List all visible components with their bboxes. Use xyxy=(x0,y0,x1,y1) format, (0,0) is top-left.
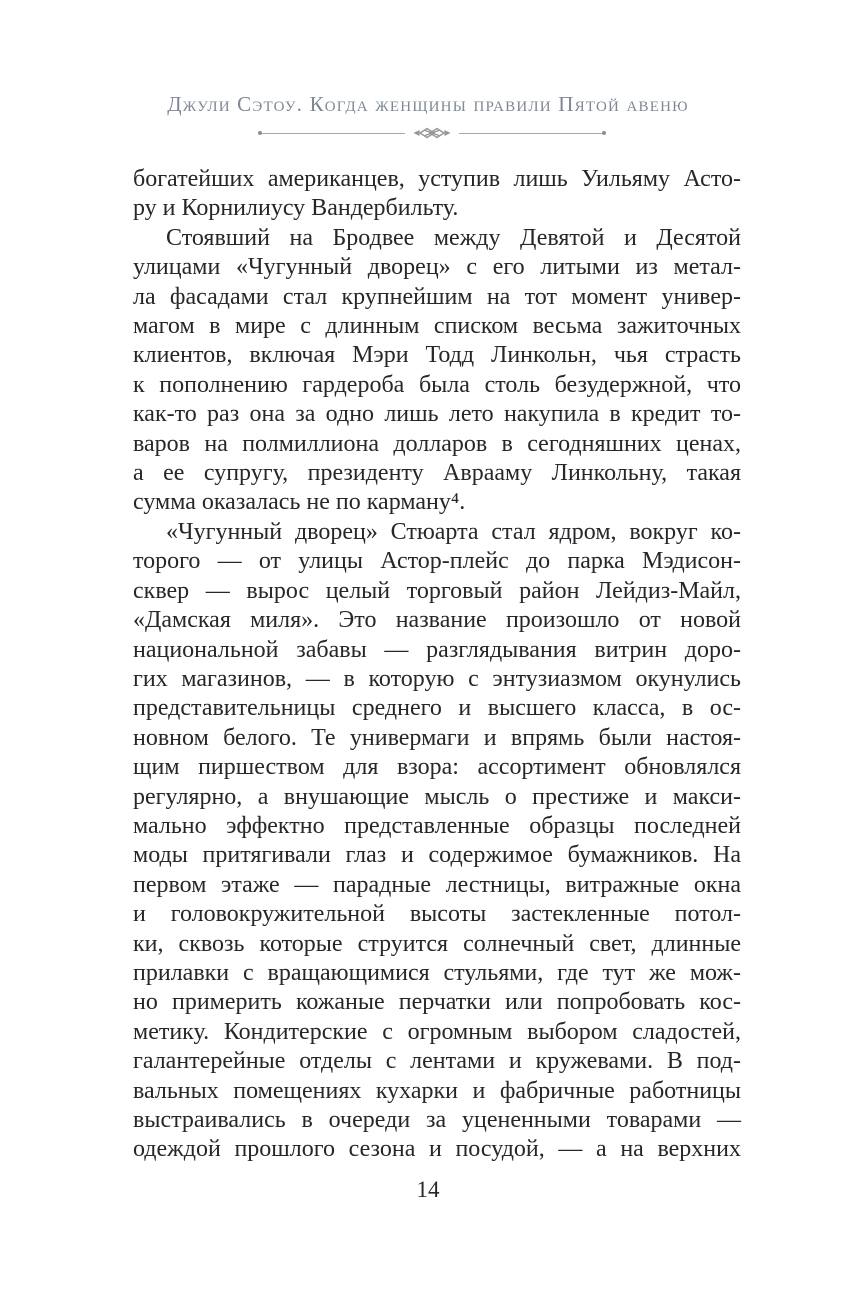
paragraph xyxy=(133,224,741,518)
divider-left-rule xyxy=(262,133,405,134)
text-line: варов на полмиллиона долларов в сегодняшних ценах, xyxy=(133,430,741,457)
text-line: торого — от улицы Астор-плейс до парка Мэдисон- xyxy=(133,548,741,575)
text-line: новном белого. Те универмаги и впрямь были настоя- xyxy=(133,724,741,751)
divider-right-rule xyxy=(459,133,602,134)
text-line: и головокружительной высоты застекленные потол- xyxy=(133,901,741,928)
text-line: регулярно, а внушающие мысль о престиже и макси- xyxy=(133,783,741,810)
text-line: но примерить кожаные перчатки или попробовать кос- xyxy=(133,989,741,1016)
text-line: первом этаже — парадные лестницы, витражные окна xyxy=(133,871,741,898)
text-line: мально эффектно представленные образцы последней xyxy=(133,812,741,839)
chain-knot-ornament-icon xyxy=(412,126,452,140)
page-number: 14 xyxy=(416,1177,440,1202)
text-line: представительницы среднего и высшего класса, в ос- xyxy=(133,695,741,722)
text-line: одеждой прошлого сезона и посудой, — а на верхних xyxy=(133,1136,741,1163)
text-line: а ее супругу, президенту Аврааму Линкольну, такая xyxy=(133,460,741,487)
text-line: к пополнению гардероба была столь безудержной, что xyxy=(133,371,741,398)
text-line: ки, сквозь которые струится солнечный свет, длинные xyxy=(133,930,741,957)
page-body xyxy=(133,165,741,1165)
text-line: сумма оказалась не по карману⁴. xyxy=(133,489,466,516)
text-line: магом в мире с длинным списком весьма зажиточных xyxy=(133,313,741,340)
divider-right-dot xyxy=(602,131,606,135)
text-line: клиентов, включая Мэри Тодд Линкольн, чья страсть xyxy=(133,342,741,369)
text-line: метику. Кондитерские с огромным выбором сладостей, xyxy=(133,1018,741,1045)
text-line: галантерейные отделы с лентами и кружевами. В под- xyxy=(133,1048,741,1075)
text-line: как-то раз она за одно лишь лето накупила в кредит то- xyxy=(133,401,741,428)
text-line: ру и Корнилиусу Вандербильту. xyxy=(133,195,459,222)
text-line: выстраивались в очереди за уцененными товарами — xyxy=(133,1107,741,1133)
text-line: прилавки с вращающимися стульями, где тут же мож- xyxy=(133,959,741,986)
text-line: вальных помещениях кухарки и фабричные работницы xyxy=(133,1077,741,1104)
text-line: «Чугунный дворец» Стюарта стал ядром, вокруг ко- xyxy=(166,518,741,545)
text-line: сквер — вырос целый торговый район Лейдиз-Майл, xyxy=(133,577,741,604)
text-line: гих магазинов, — в которую с энтузиазмом окунулись xyxy=(133,665,741,692)
running-head: Джули Сэтоу. Когда женщины правили Пятой авеню xyxy=(167,92,689,116)
text-line: богатейших американцев, уступив лишь Уильяму Асто- xyxy=(133,166,741,192)
text-line: Стоявший на Бродвее между Девятой и Десятой xyxy=(166,224,741,251)
text-line: улицами «Чугунный дворец» с его литыми из метал- xyxy=(133,254,741,281)
text-line: ла фасадами стал крупнейшим на тот момент универ- xyxy=(133,283,741,310)
paragraph xyxy=(133,165,741,224)
text-line: щим пиршеством для взора: ассортимент обновлялся xyxy=(133,754,741,781)
text-line: национальной забавы — разглядывания витрин доро- xyxy=(133,636,741,663)
paragraph xyxy=(133,518,741,1165)
text-line: моды притягивали глаз и содержимое бумажников. На xyxy=(133,842,741,869)
text-line: «Дамская миля». Это название произошло от новой xyxy=(133,607,741,634)
header-divider xyxy=(258,126,606,140)
